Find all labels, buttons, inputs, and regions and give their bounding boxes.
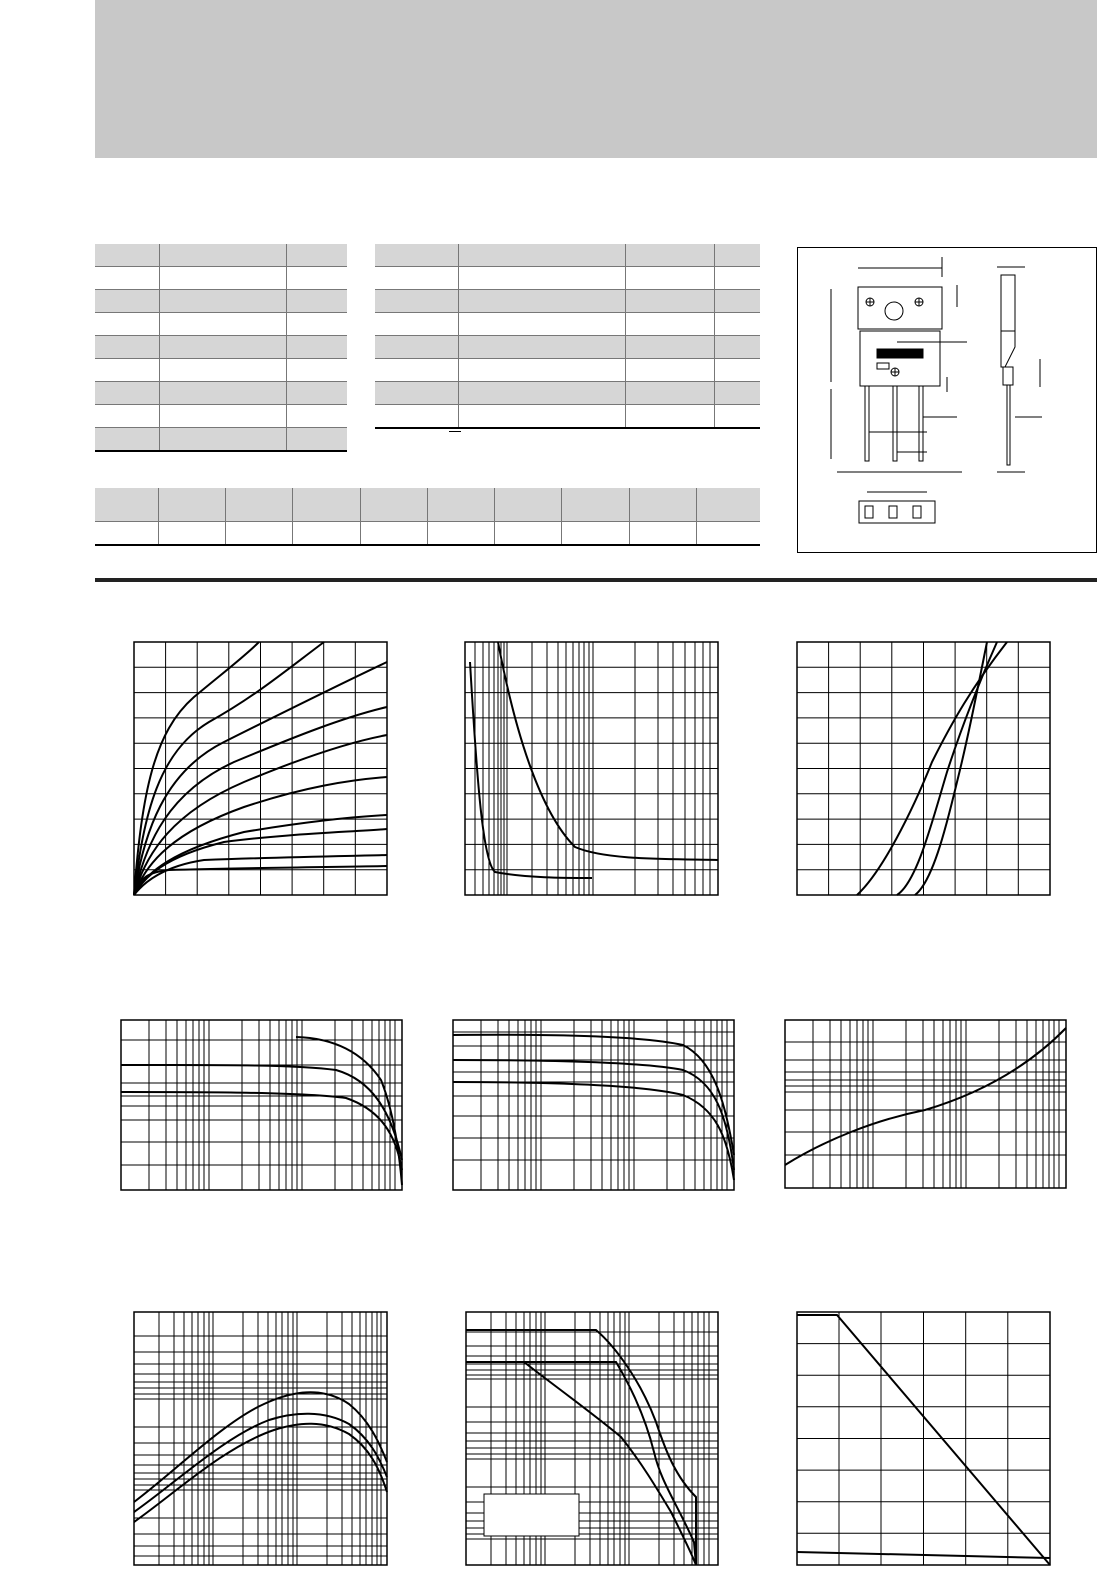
chart-curve-3 xyxy=(797,642,1050,895)
table-row xyxy=(95,267,347,290)
table-row xyxy=(375,382,760,405)
series-line xyxy=(296,1037,402,1185)
electrical-characteristics-table xyxy=(375,244,760,429)
chart-curve-7 xyxy=(134,1312,387,1565)
table-row xyxy=(95,313,347,336)
table-row xyxy=(95,488,760,522)
table-row xyxy=(375,267,760,290)
overline-mark xyxy=(449,431,461,432)
series-line xyxy=(785,1028,1066,1165)
chart-ic-vce xyxy=(134,642,387,895)
table-row xyxy=(375,244,760,267)
chart-curve-5 xyxy=(453,1020,734,1190)
table-row xyxy=(95,522,760,546)
table-row xyxy=(95,405,347,428)
chart-curve-4 xyxy=(121,1020,402,1190)
table-row xyxy=(95,382,347,405)
legend-box xyxy=(484,1494,579,1536)
table-row xyxy=(375,336,760,359)
series-line xyxy=(121,1092,402,1170)
table-row xyxy=(375,359,760,382)
table-row xyxy=(375,290,760,313)
absolute-maximum-ratings-table xyxy=(95,244,347,452)
table-row xyxy=(95,336,347,359)
series-line xyxy=(453,1060,734,1170)
table-row xyxy=(375,405,760,429)
series-line xyxy=(453,1082,734,1180)
series-line xyxy=(134,1414,387,1512)
table-row xyxy=(375,313,760,336)
series-line xyxy=(134,1392,387,1502)
table-row xyxy=(95,244,347,267)
hfe-rank-table xyxy=(95,488,760,546)
series-line xyxy=(453,1035,734,1155)
chart-curve-9 xyxy=(797,1312,1050,1565)
header-band xyxy=(95,0,1097,158)
table-row xyxy=(95,359,347,382)
table-row xyxy=(95,290,347,313)
package-outline-drawing xyxy=(797,247,1097,553)
section-divider xyxy=(95,578,1097,582)
series-line xyxy=(121,1065,402,1160)
chart-curve-8 xyxy=(466,1312,718,1565)
table-row xyxy=(95,428,347,452)
chart-curve-6 xyxy=(785,1020,1066,1188)
chart-curve-2 xyxy=(465,642,718,895)
